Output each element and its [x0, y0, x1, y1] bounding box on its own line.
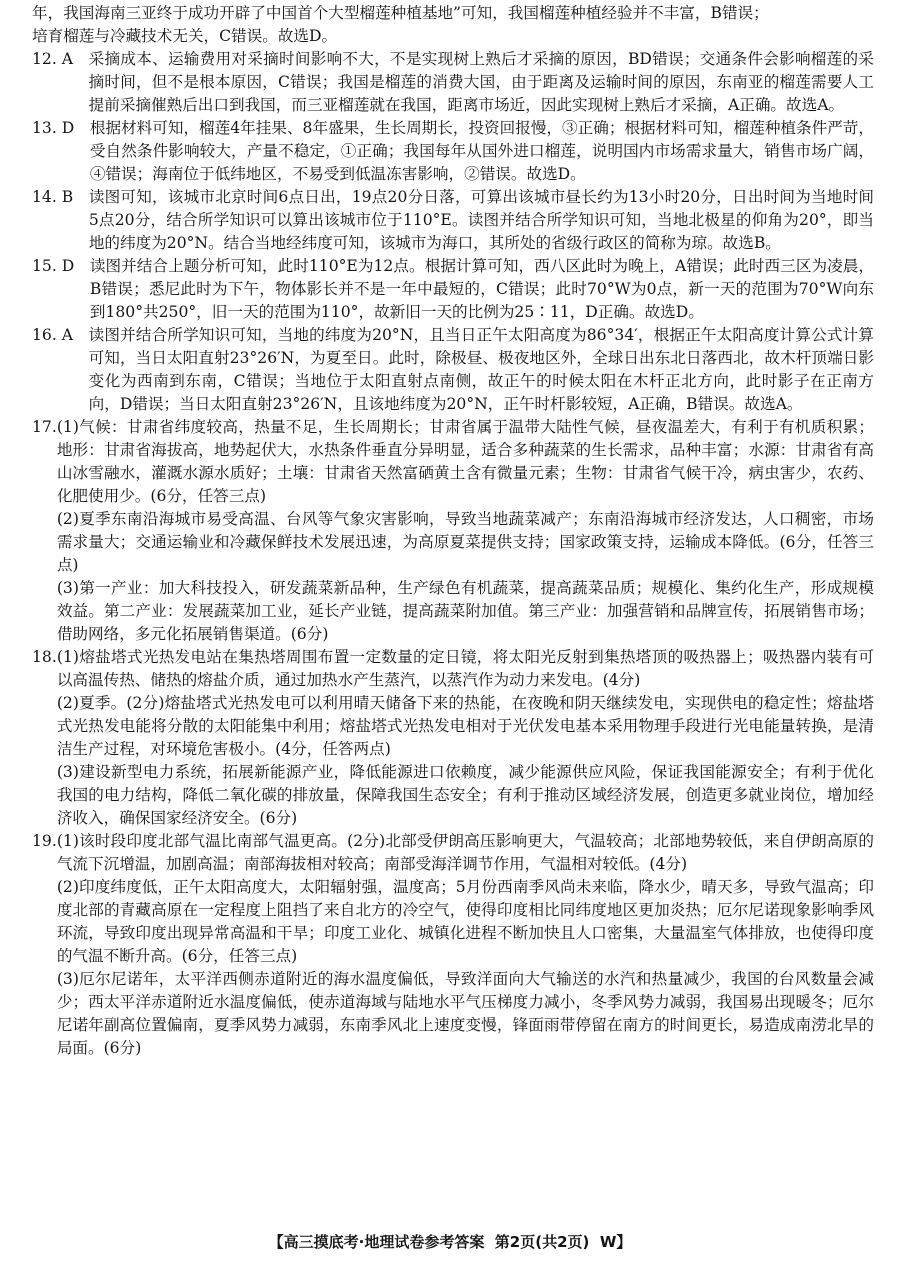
answer-15 — [32, 255, 874, 324]
answer-content — [32, 2, 874, 1060]
answer-17 — [32, 416, 874, 646]
page-footer — [0, 1231, 900, 1253]
answer-number: 16. A — [32, 326, 89, 344]
answer-part-3: (3)建设新型电力系统，拓展新能源产业，降低能源进口依赖度，减少能源供应风险，保证我国能源安全；有利于优化我国的电力结构，降低二氧化碳的排放量，保障我国生态安全；有利于推动区域经济发展，创造更多就业岗位，增加经济收入，确保国家经济安全。(6分) — [56, 763, 874, 827]
footer-page-number: 第2页(共2页) — [494, 1233, 590, 1251]
answer-part-1: (1)该时段印度北部气温比南部气温更高。(2分)北部受伊朗高压影响更大，气温较高；北部地势较低，来自伊朗高原的气流下沉增温，加剧高温；南部海拔相对较高；南部受海洋调节作用，气温相对较低。(4分) — [56, 832, 874, 873]
answer-number: 13. D — [32, 119, 90, 137]
answer-14 — [32, 186, 874, 255]
answer-19 — [32, 830, 874, 1060]
answer-number: 17. — [32, 418, 57, 436]
footer-title: 【高三摸底考·地理试卷参考答案 — [268, 1233, 485, 1251]
answer-part-2: (2)夏季东南沿海城市易受高温、台风等气象灾害影响，导致当地蔬菜减产；东南沿海城市经济发达，人口稠密，市场需求量大；交通运输业和冷藏保鲜技术发展迅速，为高原夏菜提供支持；国家政策支持，运输成本降低。(6分，任答三点) — [56, 510, 874, 574]
answer-13 — [32, 117, 874, 186]
answer-number: 14. B — [32, 188, 89, 206]
answer-text: 读图并结合所学知识可知，当地的纬度为20°N，且当日正午太阳高度为86°34′，根据正午太阳高度计算公式计算可知，当日太阳直射23°26′N，为夏至日。此时，除极昼、极夜地区外，全球日出东北日落西北，故木杆顶端日影变化为西南到东南，C错误；当地位于太阳直射点南侧，故正午的时候太阳在木杆正北方向，此时影子在正南方向，D错误；当日太阳直射23°26′N，且该地纬度为20°N，正午时杆影较短，A正确，B错误。故选A。 — [88, 326, 874, 413]
answer-number: 18. — [32, 648, 57, 666]
answer-part-1: (1)熔盐塔式光热发电站在集热塔周围布置一定数量的定日镜，将太阳光反射到集热塔顶的吸热器上；吸热器内装有可以高温传热、储热的熔盐介质，通过加热水产生蒸汽，以蒸汽作为动力来发电。(4分) — [56, 648, 874, 689]
answer-12 — [32, 48, 874, 117]
answer-text: 读图可知，该城市北京时间6点日出，19点20分日落，可算出该城市昼长约为13小时20分，日出时间为当地时间5点20分，结合所学知识可以算出该城市位于110°E。读图并结合所学知识可知，当地北极星的仰角为20°，即当地的纬度为20°N。结合当地经纬度可知，该城市为海口，其所处的省级行政区的简称为琼。故选B。 — [88, 188, 874, 252]
answer-part-2: (2)夏季。(2分)熔盐塔式光热发电可以利用晴天储备下来的热能，在夜晚和阴天继续发电，实现供电的稳定性；熔盐塔式光热发电能将分散的太阳能集中利用；熔盐塔式光热发电相对于光伏发电基本采用物理手段进行光电能量转换，是清洁生产过程，对环境危害极小。(4分，任答两点) — [56, 694, 874, 758]
answer-number: 15. D — [32, 257, 90, 275]
answer-text: 读图并结合上题分析可知，此时110°E为12点。根据计算可知，西八区此时为晚上，A错误；此时西三区为凌晨，B错误；悉尼此时为下午，物体影长并不是一年中最短的，C错误；此时70°W为0点，新一天的范围为70°W向东到180°共250°，旧一天的范围为110°，故新旧一天的比例为25∶11，D正确。故选D。 — [89, 257, 874, 321]
answer-part-3: (3)厄尔尼诺年，太平洋西侧赤道附近的海水温度偏低，导致洋面向大气输送的水汽和热量减少，我国的台风数量会减少；西太平洋赤道附近水温度偏低，使赤道海域与陆地水平气压梯度力减小，冬季风势力减弱，我国易出现暖冬；厄尔尼诺年副高位置偏南，夏季风势力减弱，东南季风北上速度变慢，锋面雨带停留在南方的时间更长，易造成南涝北旱的局面。(6分) — [56, 970, 874, 1057]
answer-number: 12. A — [32, 50, 89, 68]
answer-body — [57, 646, 874, 830]
answer-part-1: (1)气候：甘肃省纬度较高，热量不足，生长周期长；甘肃省属于温带大陆性气候，昼夜温差大，有利于有机质积累；地形：甘肃省海拔高，地势起伏大，水热条件垂直分异明显，适合多种蔬菜的生长需求，品种丰富；水源：甘肃省有高山冰雪融水，灌溉水源水质好；土壤：甘肃省天然富硒黄土含有微量元素；生物：甘肃省气候干冷，病虫害少，农药、化肥使用少。(6分，任答三点) — [56, 418, 874, 505]
answer-body — [57, 416, 874, 646]
answer-text: 采摘成本、运输费用对采摘时间影响不大，不是实现树上熟后才采摘的原因，BD错误；交通条件会影响榴莲的采摘时间，但不是根本原因，C错误；我国是榴莲的消费大国，由于距离及运输时间的原因，东南亚的榴莲需要人工提前采摘催熟后出口到我国，而三亚榴莲就在我国，距离市场近，因此实现树上熟后才采摘，A正确。故选A。 — [88, 50, 874, 114]
intro-line-2: 培育榴莲与冷藏技术无关，C错误。故选D。 — [32, 27, 338, 45]
answer-body — [57, 830, 874, 1060]
answer-18 — [32, 646, 874, 830]
answer-part-2: (2)印度纬度低，正午太阳高度大，太阳辐射强，温度高；5月份西南季风尚未来临，降水少，晴天多，导致气温高；印度北部的青藏高原在一定程度上阻挡了来自北方的冷空气，使得印度相比同纬度地区更加炎热；厄尔尼诺现象影响季风环流，导致印度出现异常高温和干旱；印度工业化、城镇化进程不断加快且人口密集，大量温室气体排放，也使得印度的气温不断升高。(6分，任答三点) — [56, 878, 874, 965]
footer-code: W】 — [599, 1233, 632, 1251]
intro-line-1: 年，我国海南三亚终于成功开辟了中国首个大型榴莲种植基地”可知，我国榴莲种植经验并不丰富，B错误； — [32, 4, 769, 22]
answer-16 — [32, 324, 874, 416]
answer-number: 19. — [32, 832, 57, 850]
answer-text: 根据材料可知，榴莲4年挂果、8年盛果，生长周期长，投资回报慢，③正确；根据材料可知，榴莲种植条件严苛，受自然条件影响较大，产量不稳定，①正确；我国每年从国外进口榴莲，说明国内市场需求量大，销售市场广阔，④错误；海南位于低纬地区，不易受到低温冻害影响，②错误。故选D。 — [89, 119, 874, 183]
answer-part-3: (3)第一产业：加大科技投入，研发蔬菜新品种，生产绿色有机蔬菜，提高蔬菜品质；规模化、集约化生产，形成规模效益。第二产业：发展蔬菜加工业，延长产业链，提高蔬菜附加值。第三产业：加强营销和品牌宣传，拓展销售市场；借助网络，多元化拓展销售渠道。(6分) — [56, 579, 874, 643]
